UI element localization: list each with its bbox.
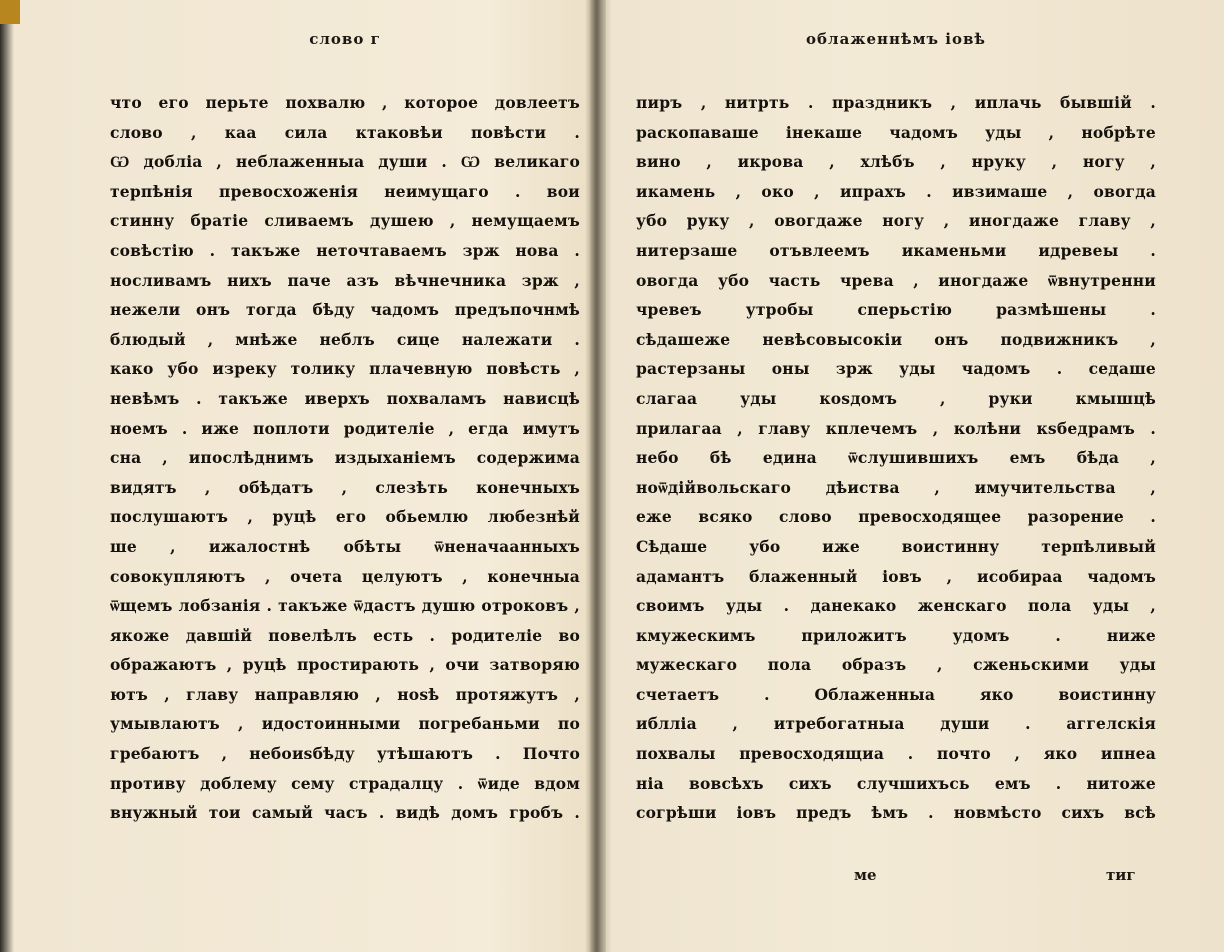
text-line: еже всяко слово превосходящее разорение . [636,507,1156,527]
text-line: сна , ипослѣднимъ издыханіемъ содержима [110,448,580,468]
text-line: счетаетъ . Облаженныа яко воистинну [636,684,1156,704]
text-line: кмужескимъ приложитъ удомъ . ниже [636,625,1156,645]
text-line: блюдый , мнѣже неблъ сице належати . [110,329,580,349]
text-line: Сѣдаше убо иже воистинну терпѣливый [636,536,1156,556]
text-line: раскопавашe інекаше чадомъ уды , нобрѣте [636,122,1156,142]
text-line: носливамъ нихъ паче азъ вѣчнечника зрж , [110,270,580,290]
text-line: что его перьте похвалю , которое довлеетъ [110,93,580,112]
left-running-head: слово г [309,30,381,48]
text-line: пиръ , нитрть . праздникъ , иплачь бывшій . [636,93,1156,112]
text-line: совокупляютъ , очета целуютъ , конечныа [110,566,580,586]
text-line: адамантъ блаженный іовъ , исобираа чадомъ [636,566,1156,586]
text-line: овогда убо часть чрева , иногдаже ѿвнутренни [636,270,1156,290]
text-line: мужескаго пола образъ , сженьскими уды [636,655,1156,675]
text-line: стинну братіе сливаемъ душею , немущаемъ [110,211,580,231]
page-tab-marker [0,0,20,24]
left-text-block [110,88,580,828]
text-line: якоже давшій повелѣлъ есть . родителіе во [110,625,580,645]
text-line: внужный тои самый часъ . видѣ домъ гробъ . [110,803,580,823]
text-line: терпѣнія превосхоженія неимущаго . вои [110,181,580,201]
text-line: сѣдашеже невѣсовысокіи онъ подвижникъ , [636,329,1156,349]
signature-mark: ме [854,866,877,884]
left-page [110,0,580,952]
text-line: умывлаютъ , идостоинными погребаньми по [110,714,580,734]
text-line: слово , каа сила ктаковѣи повѣсти . [110,122,580,142]
text-line: совѣстію . такъже неточтаваемъ зрж нова . [110,240,580,260]
text-line: небо бѣ едина ѿслушившихъ емъ бѣда , [636,448,1156,468]
text-line: своимъ уды . данекако женскаго пола уды , [636,596,1156,616]
text-line: видятъ , обѣдатъ , слезѣть конечныхъ [110,477,580,497]
text-line: ноѿдійвольскаго дѣиства , имучительства , [636,477,1156,497]
right-page [636,0,1156,952]
book-gutter [590,0,606,952]
folio-number: тиг [1106,866,1136,884]
text-line: Ѡ добліа , неблаженныа души . Ѡ великаго [110,152,580,172]
text-line: нитерзаше отъвлеемъ икаменьми идревеы . [636,240,1156,260]
right-text-block [636,88,1156,828]
text-line: иблліа , итребогатныа души . аггелскія [636,714,1156,734]
text-line: согрѣши іовъ предъ ѣмъ . новмѣсто сихъ всѣ [636,803,1156,823]
text-line: вино , икрова , хлѣбъ , нруку , ногу , [636,152,1156,172]
text-line: растерзаны оны зрж уды чадомъ . седаше [636,359,1156,379]
text-line: убо руку , овогдаже ногу , иногдаже главу , [636,211,1156,231]
text-line: послушаютъ , руцѣ его обьемлю любезнѣй [110,507,580,527]
text-line: гребаютъ , небоиѕбѣду утѣшаютъ . Почто [110,744,580,764]
text-line: ноемъ . иже поплоти родителіе , егда имутъ [110,418,580,438]
text-line: слагаа уды коѕдомъ , руки кмышцѣ [636,388,1156,408]
text-line: прилагаа , главу кплечемъ , колѣни кѕбедрамъ . [636,418,1156,438]
text-line: ютъ , главу направляю , ноѕѣ протяжутъ , [110,684,580,704]
text-line: противу доблему сему страдалцу . ѿиде вдом [110,773,580,793]
text-line: ше , ижалостнѣ обѣты ѿненачаанныхъ [110,536,580,556]
text-line: ніа вовсѣхъ сихъ случшихъсь емъ . нитоже [636,773,1156,793]
text-line: ображаютъ , руцѣ простирають , очи затворяю [110,655,580,675]
text-line: чревеъ утробы сперьстію размѣшены . [636,300,1156,320]
text-line: како убо изреку толику плачевную повѣсть , [110,359,580,379]
text-line: похвалы превосходящиа . почто , яко ипнеа [636,744,1156,764]
text-line: ѿщемъ лобзанія . такъже ѿдастъ душю отроковъ , [110,596,580,616]
text-line: нежели онъ тогда бѣду чадомъ предъпочнмѣ [110,300,580,320]
text-line: икамень , око , ипрахъ . ивзимаше , овогда [636,181,1156,201]
text-line: невѣмъ . такъже иверхъ похваламъ нависцѣ [110,388,580,408]
right-running-head: облаженнѣмъ іовѣ [806,30,986,48]
